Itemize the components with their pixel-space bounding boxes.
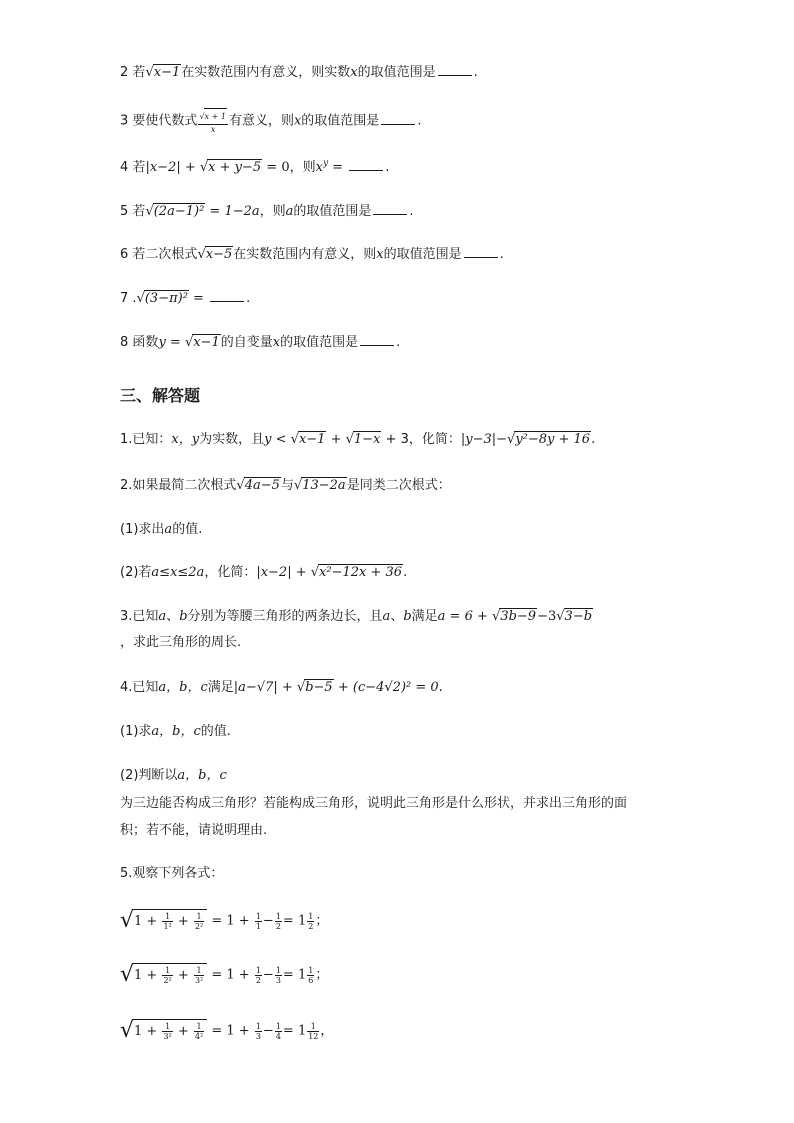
solve-question-2-part-1: (1)求出a的值.: [120, 522, 203, 537]
question-number: 5: [120, 866, 129, 881]
question-number: 6: [120, 247, 129, 262]
solve-question-3: 3.已知a、b分别为等腰三角形的两条边长，且a、b满足a = 6 + √3b−9−3√3−b: [120, 609, 593, 624]
sqrt-sign: √: [120, 1018, 135, 1043]
question-number: 2: [120, 478, 129, 493]
question-number: 2: [120, 65, 129, 80]
answer-blank[interactable]: [381, 112, 415, 125]
solve-question-4: 4.已知a，b，c满足|a−√7| + √b−5 + (c−4√2)² = 0.: [120, 680, 443, 695]
answer-blank[interactable]: [349, 158, 383, 171]
solve-question-1: 1.已知：x，y为实数，且y < √x−1 + √1−x + 3，化简：|y−3|−√y²−8y + 16.: [120, 432, 596, 447]
question-number: 8: [120, 335, 129, 350]
section-heading: 三、解答题: [120, 386, 201, 405]
observed-formula-1: √1 + $\frac{1}{\text{1²}}$ + $\frac{1}{\text{2²}}$ = 1 + $\frac{1}{1}$ − $\frac{1}{2}$ = 1 $\frac{1}{2}$ ；: [120, 908, 329, 933]
sqrt-sign: √: [197, 247, 206, 262]
question-number: 4: [120, 160, 129, 175]
question-number: 1: [120, 432, 129, 447]
sqrt-sign: √: [145, 65, 154, 80]
observed-formula-3: √1 + $\frac{1}{\text{3²}}$ + $\frac{1}{\text{4²}}$ = 1 + $\frac{1}{3}$ − $\frac{1}{4}$ = 1 $\frac{1}{12}$ ，: [120, 1018, 334, 1043]
question-number: 5: [120, 204, 129, 219]
question-number: 7: [120, 291, 129, 306]
solve-question-4-part-2-text: 为三边能否构成三角形？若能构成三角形，说明此三角形是什么形状，并求出三角形的面: [120, 796, 628, 811]
sqrt-sign: √: [145, 204, 154, 219]
solve-question-4-part-2: (2)判断以a，b，c: [120, 768, 227, 783]
question-5: 5 若√(2a−1)² = 1−2a，则a的取值范围是 .: [120, 204, 414, 219]
question-2: 2 若√x−1在实数范围内有意义，则实数x的取值范围是 .: [120, 65, 478, 80]
question-number: 4: [120, 680, 129, 695]
question-number: 3: [120, 113, 129, 129]
sqrt-sign: √: [120, 962, 135, 987]
fraction: $\frac{√x + 1}{x}$: [198, 108, 228, 134]
observed-formula-2: √1 + $\frac{1}{\text{2²}}$ + $\frac{1}{\text{3²}}$ = 1 + $\frac{1}{2}$ − $\frac{1}{3}$ = 1 $\frac{1}{6}$ ；: [120, 962, 329, 987]
question-4: 4 若|x−2| + √x + y−5 = 0，则$x^y$ = .: [120, 158, 390, 175]
solve-question-3-continued: ，求此三角形的周长.: [120, 635, 242, 650]
solve-question-5: 5.观察下列各式：: [120, 866, 224, 881]
solve-question-2: 2.如果最简二次根式√4a−5与√13−2a是同类二次根式：: [120, 478, 451, 493]
solve-question-2-part-2: (2)若a≤x≤2a，化简：|x−2| + √x²−12x + 36.: [120, 565, 408, 580]
answer-blank[interactable]: [360, 333, 394, 346]
question-7: 7 .√(3−π)² = .: [120, 291, 251, 306]
sqrt-sign: √: [199, 160, 209, 175]
sqrt-sign: √: [136, 291, 145, 306]
question-3: 3 要使代数式 $\frac{√x + 1}{x}$ 有意义，则x的取值范围是 .: [120, 108, 421, 134]
question-8: 8 函数y = √x−1的自变量x的取值范围是 .: [120, 335, 401, 350]
solve-question-4-part-1: (1)求a，b，c的值.: [120, 724, 231, 739]
sqrt-sign: √: [184, 335, 194, 350]
radicand: x−1: [153, 65, 181, 80]
question-number: 3: [120, 609, 129, 624]
answer-blank[interactable]: [210, 289, 244, 302]
answer-blank[interactable]: [438, 63, 472, 76]
solve-question-4-part-2-text-2: 积；若不能，请说明理由.: [120, 823, 268, 838]
question-6: 6 若二次根式√x−5在实数范围内有意义，则x的取值范围是 .: [120, 247, 504, 262]
answer-blank[interactable]: [373, 202, 407, 215]
sqrt-sign: √: [120, 908, 135, 933]
answer-blank[interactable]: [464, 245, 498, 258]
